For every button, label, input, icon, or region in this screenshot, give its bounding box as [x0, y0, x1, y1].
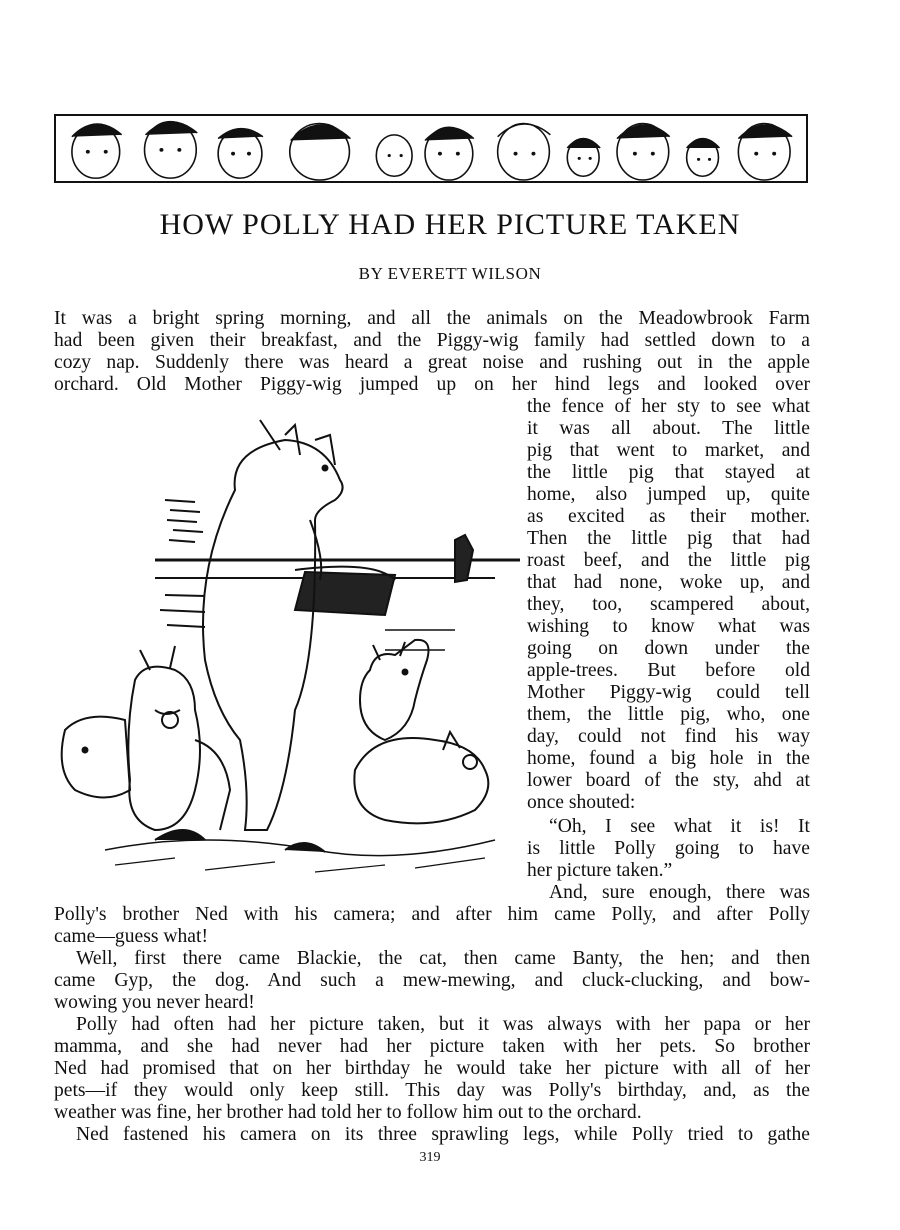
text-line: came—guess what!: [54, 926, 208, 947]
text-line: Then the little pig that had: [527, 528, 810, 549]
text-line: is little Polly going to have: [527, 838, 810, 859]
text-line: going on down under the: [527, 638, 810, 659]
text-line: wishing to know what was: [527, 616, 810, 637]
text-line: that had none, woke up, and: [527, 572, 810, 593]
text-line: pets—if they would only keep still. This day was Polly's birthday, and, as the: [54, 1080, 810, 1101]
text-line: And, sure enough, there was: [549, 882, 810, 903]
text-line: pig that went to market, and: [527, 440, 810, 461]
text-line: It was a bright spring morning, and all the animals on the Meadowbrook Farm: [54, 308, 810, 329]
article-byline: BY EVERETT WILSON: [358, 264, 542, 283]
text-line: lower board of the sty, ahd at: [527, 770, 810, 791]
text-line: came Gyp, the dog. And such a mew-mewing, and cluck-clucking, and bow-: [54, 970, 810, 991]
pigs-illustration: [55, 410, 520, 892]
text-line: as excited as their mother.: [527, 506, 810, 527]
page-number: 319: [419, 1150, 441, 1165]
text-line: Polly had often had her picture taken, but it was always with her papa or her: [76, 1014, 810, 1035]
text-line: it was all about. The little: [527, 418, 810, 439]
header-banner-illustration: [54, 114, 808, 183]
text-line: Polly's brother Ned with his camera; and after him came Polly, and after Polly: [54, 904, 810, 925]
text-line: them, the little pig, who, one: [527, 704, 810, 725]
text-line: orchard. Old Mother Piggy-wig jumped up on her hind legs and looked over: [54, 374, 810, 395]
text-line: “Oh, I see what it is! It: [549, 816, 810, 837]
article-title: HOW POLLY HAD HER PICTURE TAKEN: [159, 208, 741, 241]
text-line: roast beef, and the little pig: [527, 550, 810, 571]
text-line: wowing you never heard!: [54, 992, 255, 1013]
text-line: cozy nap. Suddenly there was heard a great noise and rushing out in the apple: [54, 352, 810, 373]
text-line: Mother Piggy-wig could tell: [527, 682, 810, 703]
text-line: had been given their breakfast, and the Piggy-wig family had settled down to a: [54, 330, 810, 351]
text-line: weather was fine, her brother had told her to follow him out to the orchard.: [54, 1102, 642, 1123]
text-line: mamma, and she had never had her picture taken with her pets. So brother: [54, 1036, 810, 1057]
text-line: the little pig that stayed at: [527, 462, 810, 483]
text-line: Ned fastened his camera on its three sprawling legs, while Polly tried to gathe: [76, 1124, 810, 1145]
text-line: apple-trees. But before old: [527, 660, 810, 681]
text-line: home, also jumped up, quite: [527, 484, 810, 505]
text-line: once shouted:: [527, 792, 636, 813]
text-line: her picture taken.”: [527, 860, 673, 881]
text-line: day, could not find his way: [527, 726, 810, 747]
text-line: they, too, scampered about,: [527, 594, 810, 615]
text-line: Well, first there came Blackie, the cat, then came Banty, the hen; and then: [76, 948, 810, 969]
text-line: home, found a big hole in the: [527, 748, 810, 769]
text-line: Ned had promised that on her birthday he would take her picture with all of her: [54, 1058, 810, 1079]
text-line: the fence of her sty to see what: [527, 396, 810, 417]
